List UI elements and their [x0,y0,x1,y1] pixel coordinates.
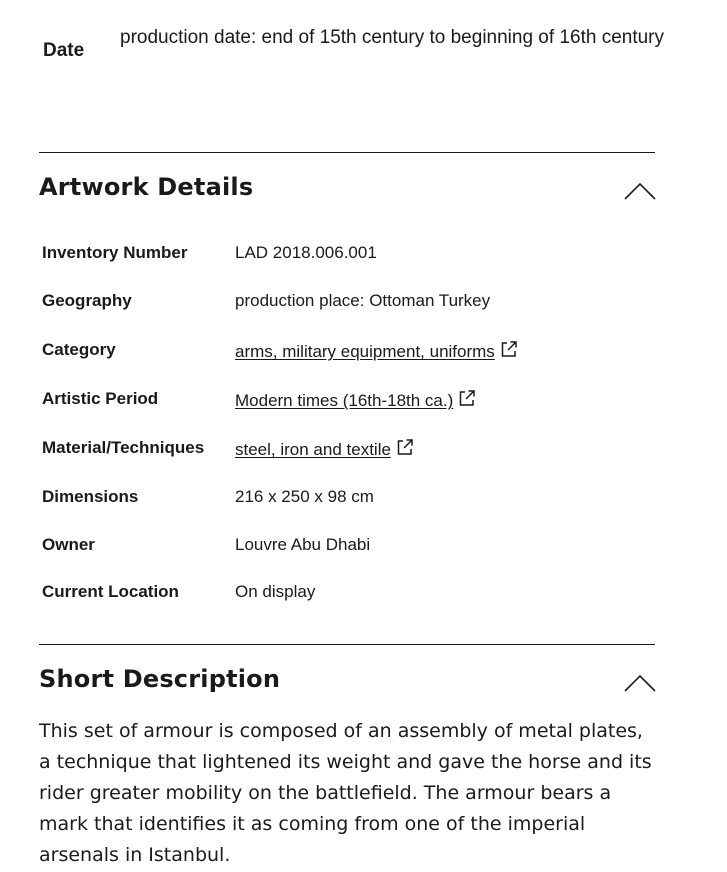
section-divider [39,644,655,645]
section-divider [39,152,655,153]
detail-value: LAD 2018.006.001 [235,243,377,262]
detail-row [0,582,727,612]
detail-link[interactable]: steel, iron and textile [235,440,391,459]
detail-value: Louvre Abu Dhabi [235,535,371,554]
detail-value: On display [235,582,316,601]
detail-label: Current Location [42,582,179,601]
detail-label: Material/Techniques [42,438,205,457]
detail-row [0,487,727,517]
detail-row [0,291,727,321]
artwork-details-title[interactable]: Artwork Details [39,173,254,201]
detail-value: 216 x 250 x 98 cm [235,487,374,506]
chevron-up-icon[interactable] [624,674,656,692]
detail-label: Artistic Period [42,389,159,408]
date-label: Date [43,40,85,61]
date-value: production date: end of 15th century to beginning of 16th century [120,27,664,48]
detail-row [0,340,727,370]
detail-row [0,389,727,419]
external-link-icon[interactable] [500,340,518,358]
detail-value: production place: Ottoman Turkey [235,291,491,310]
detail-label: Inventory Number [42,243,188,262]
short-description-text: This set of armour is composed of an assembly of metal plates, a technique that lightened its weight and gave the horse and its rider greater mobility on the battlefield. The armour bears a mark that identifies it as coming from one of the imperial arsenals in Istanbul. [39,720,652,866]
external-link-icon[interactable] [458,389,476,407]
detail-value [235,438,414,460]
detail-label: Geography [42,291,132,310]
short-description-title[interactable]: Short Description [39,665,281,693]
detail-value [235,389,476,411]
detail-row [0,535,727,565]
detail-row [0,438,727,468]
detail-link[interactable]: Modern times (16th-18th ca.) [235,391,454,410]
detail-label: Owner [42,535,95,554]
detail-label: Category [42,340,116,359]
chevron-up-icon[interactable] [624,182,656,200]
detail-link[interactable]: arms, military equipment, uniforms [235,342,495,361]
external-link-icon[interactable] [396,438,414,456]
detail-value [235,340,518,362]
detail-label: Dimensions [42,487,139,506]
detail-row [0,243,727,273]
